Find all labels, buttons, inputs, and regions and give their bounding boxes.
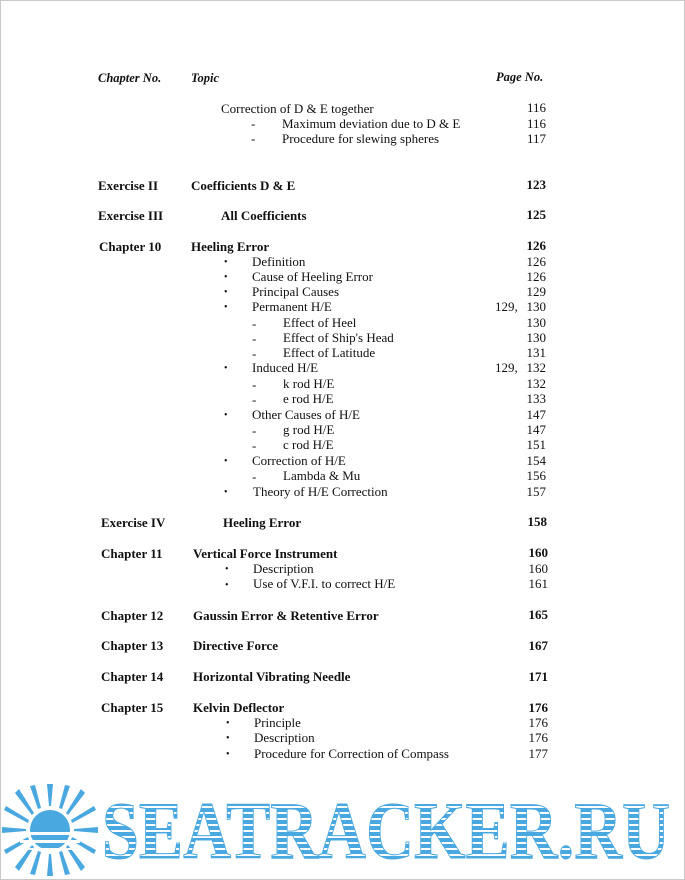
toc-topic: Gaussin Error & Retentive Error [193,608,379,623]
toc-topic: Procedure for Correction of Compass [254,746,449,761]
toc-page: 129 [526,284,546,299]
toc-topic: Effect of Heel [283,315,357,330]
toc-topic: Effect of Ship's Head [283,330,394,345]
toc-dash: - [251,131,256,146]
toc-page: 147 [526,422,546,437]
toc-topic: Horizontal Vibrating Needle [193,669,351,684]
toc-bullet: • [224,456,228,467]
toc-page: 154 [526,453,546,468]
toc-page: 131 [526,345,546,360]
toc-dash: - [252,469,257,484]
toc-bullet: • [226,733,230,744]
header-page-no: Page No. [496,70,544,84]
toc-topic: Use of V.F.I. to correct H/E [253,576,396,591]
toc-chapter: Exercise IV [101,515,166,530]
toc-topic: Coefficients D & E [191,178,296,193]
header-chapter-no: Chapter No. [98,71,162,85]
toc-bullet: • [224,272,228,283]
toc-page: 157 [526,484,546,499]
toc-page: 126 [526,254,546,269]
toc-topic: Principle [254,715,301,730]
toc-bullet: • [224,287,228,298]
toc-topic: k rod H/E [283,376,335,391]
toc-bullet: • [224,487,228,498]
toc-dash: - [252,346,257,361]
toc-topic: Definition [252,254,306,269]
toc-page-prefix: 129, [495,360,518,375]
toc-page: 176 [528,700,548,715]
toc-topic: Permanent H/E [252,299,332,314]
toc-bullet: • [224,302,228,313]
toc-bullet: • [225,564,229,575]
toc-dash: - [252,331,257,346]
toc-topic: Lambda & Mu [283,468,361,483]
toc-dash: - [252,316,257,331]
toc-dash: - [252,377,257,392]
watermark-text [100,790,675,868]
toc-page: 171 [528,669,548,684]
toc-chapter: Chapter 11 [101,546,163,561]
toc-page: 161 [528,576,548,591]
toc-chapter: Chapter 12 [101,608,164,623]
toc-topic: Cause of Heeling Error [252,269,373,284]
toc-page: 156 [526,468,546,483]
toc-page: 160 [528,561,548,576]
toc-page: 165 [528,607,548,622]
toc-topic: Procedure for slewing spheres [282,131,440,146]
toc-topic: All Coefficients [221,208,307,223]
toc-page: 130 [526,315,546,330]
toc-topic: Heeling Error [223,515,302,530]
toc-chapter: Chapter 10 [99,239,162,254]
toc-page: 151 [526,437,546,452]
toc-page: 132 [526,360,546,375]
toc-chapter: Chapter 15 [101,700,164,715]
toc-topic: Correction of H/E [252,453,346,468]
toc-topic: Kelvin Deflector [193,700,285,715]
toc-page-prefix: 129, [495,299,518,314]
toc-topic: g rod H/E [283,422,335,437]
toc-page: 123 [526,177,546,192]
toc-bullet: • [226,718,230,729]
toc-topic: Effect of Latitude [283,345,376,360]
toc-page: 176 [528,730,548,745]
toc-topic: Description [253,561,314,576]
toc-chapter: Chapter 14 [101,669,164,684]
toc-page: 158 [527,514,547,529]
toc-page: 147 [526,407,546,422]
toc-page: 167 [528,638,548,653]
toc-topic: Correction of D & E together [221,101,374,116]
toc-topic: Vertical Force Instrument [193,546,338,561]
toc-page: 176 [528,715,548,730]
toc-bullet: • [224,410,228,421]
toc-chapter: Exercise III [98,208,164,223]
toc-topic: c rod H/E [283,437,334,452]
toc-topic: Maximum deviation due to D & E [282,116,461,131]
toc-topic: Induced H/E [252,360,319,375]
toc-page: 126 [526,269,546,284]
toc-chapter: Chapter 13 [101,638,164,653]
toc-topic: Principal Causes [252,284,340,299]
toc-topic: Other Causes of H/E [252,407,360,422]
header-topic: Topic [191,71,220,85]
toc-bullet: • [226,749,230,760]
toc-dash: - [252,392,257,407]
toc-page: 132 [526,376,546,391]
sun-logo-icon [0,780,100,876]
toc-bullet: • [224,363,228,374]
toc-dash: - [251,116,256,131]
watermark-label: SEATRACKER.RU [102,790,670,868]
toc-page: 160 [528,545,548,560]
toc-dash: - [252,423,257,438]
toc-page: 126 [526,238,546,253]
toc-page: 130 [526,299,546,314]
toc-page: 116 [526,100,546,115]
toc-topic: Description [254,730,315,745]
toc-bullet: • [224,257,228,268]
toc-page: 125 [526,207,546,222]
toc-chapter: Exercise II [98,178,159,193]
toc-topic: Heeling Error [191,239,270,254]
toc-page: 133 [526,391,546,406]
toc-dash: - [252,438,257,453]
toc-topic: Theory of H/E Correction [253,484,388,499]
toc-page: 177 [528,746,548,761]
toc-topic: e rod H/E [283,391,334,406]
toc-page: 116 [526,116,546,131]
toc-bullet: • [225,580,229,591]
toc-page: 117 [526,131,546,146]
toc-topic: Directive Force [193,638,279,653]
toc-page: 130 [526,330,546,345]
